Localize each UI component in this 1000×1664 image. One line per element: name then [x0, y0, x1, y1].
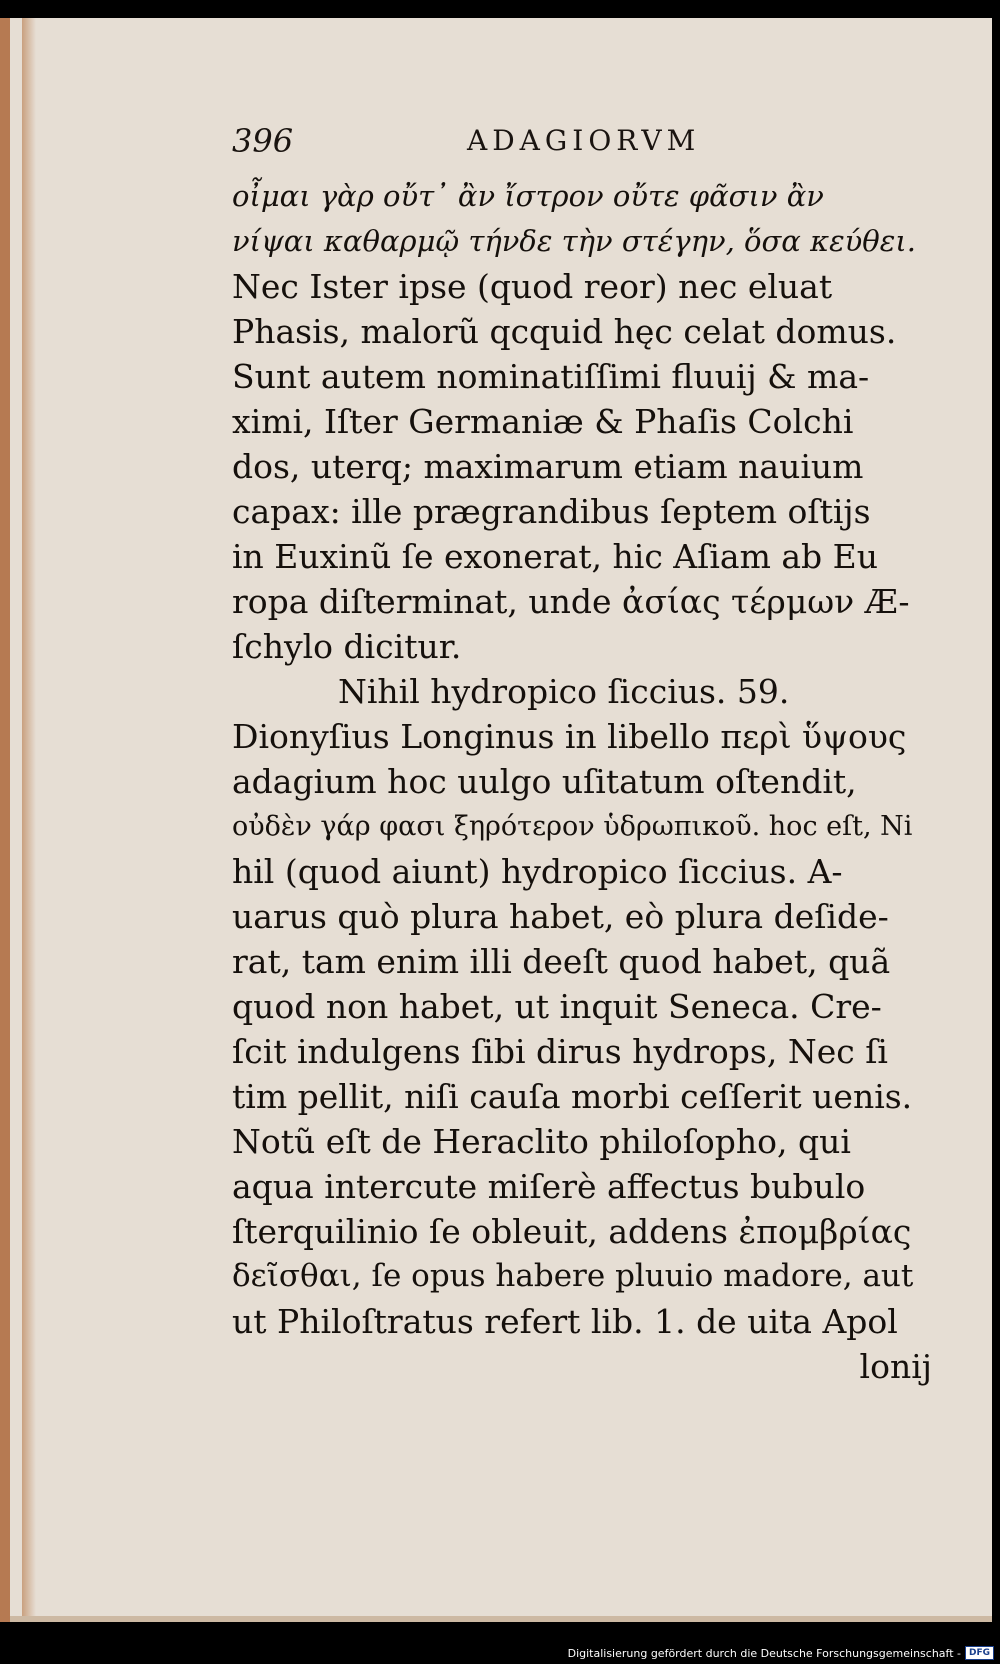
- text-line: aqua intercute miſerè affectus bubulo: [232, 1167, 866, 1206]
- text-line: dos, uterq; maximarum etiam nauium: [232, 447, 864, 486]
- text-line: capax: ille prægrandibus ſeptem oſtijs: [232, 492, 871, 531]
- text-line: ſchylo dicitur.: [232, 627, 462, 666]
- digitization-credit: [568, 1646, 994, 1660]
- book-page: [0, 18, 992, 1622]
- text-line: in Euxinũ ſe exonerat, hic Aſiam ab Eu: [232, 537, 878, 576]
- text-line: ſcit indulgens ſibi dirus hydrops, Nec ſi: [232, 1032, 888, 1071]
- credit-text: Digitalisierung gefördert durch die Deutsche Forschungsgemeinschaft -: [567, 1646, 961, 1660]
- text-line: ximi, Iſter Germaniæ & Phaſis Colchi: [232, 402, 854, 441]
- text-line: ſterquilinio ſe obleuit, addens ἐπομβρίας: [232, 1212, 912, 1251]
- text-line: ut Philoſtratus refert lib. 1. de uita Apol: [232, 1302, 898, 1341]
- text-line: Phasis, malorũ qcquid hęc celat domus.: [232, 312, 897, 351]
- text-line: ropa diſterminat, unde ἀσίας τέρμων Æ-: [232, 582, 910, 621]
- text-line: tim pellit, niſi cauſa morbi ceſſerit uenis.: [232, 1077, 913, 1116]
- text-line: rat, tam enim illi deeſt quod habet, quã: [232, 942, 891, 981]
- body-text: [232, 174, 932, 1389]
- adage-heading: Nihil hydropico ſiccius. 59.: [338, 672, 790, 711]
- dfg-logo: DFG: [965, 1646, 994, 1660]
- page-gutter-shadow: [22, 18, 36, 1622]
- text-line-catchword: lonij: [859, 1347, 932, 1386]
- text-line: uarus quò plura habet, eò plura deſide-: [232, 897, 889, 936]
- text-line: Dionyſius Longinus in libello περὶ ὕψους: [232, 717, 907, 756]
- page-number: 396: [232, 122, 294, 160]
- text-line: Nec Ister ipse (quod reor) nec eluat: [232, 267, 833, 306]
- running-head: ADAGIORVM: [467, 124, 701, 157]
- text-line: Sunt autem nominatiſſimi fluuij & ma-: [232, 357, 870, 396]
- text-line: δεῖσθαι, ſe opus habere pluuio madore, aut: [232, 1258, 914, 1294]
- text-line: Notũ eſt de Heraclito philoſopho, qui: [232, 1122, 851, 1161]
- page-header: [232, 122, 932, 162]
- text-line: οὐδὲν γάρ φασι ξηρότερον ὑδρωπικοῦ. hoc eſt, Ni: [232, 811, 913, 842]
- text-line: hil (quod aiunt) hydropico ſiccius. A-: [232, 852, 843, 891]
- text-line: οἶμαι γὰρ οὔτ᾽ ἂν ἴστρον οὔτε φᾶσιν ἂν: [232, 179, 824, 213]
- text-line: quod non habet, ut inquit Seneca. Cre-: [232, 987, 882, 1026]
- text-line: adagium hoc uulgo uſitatum oſtendit,: [232, 762, 857, 801]
- text-line: νίψαι καθαρμῷ τήνδε τὴν στέγην, ὅσα κεύθει.: [232, 224, 916, 258]
- page-bottom-edge: [10, 1616, 992, 1622]
